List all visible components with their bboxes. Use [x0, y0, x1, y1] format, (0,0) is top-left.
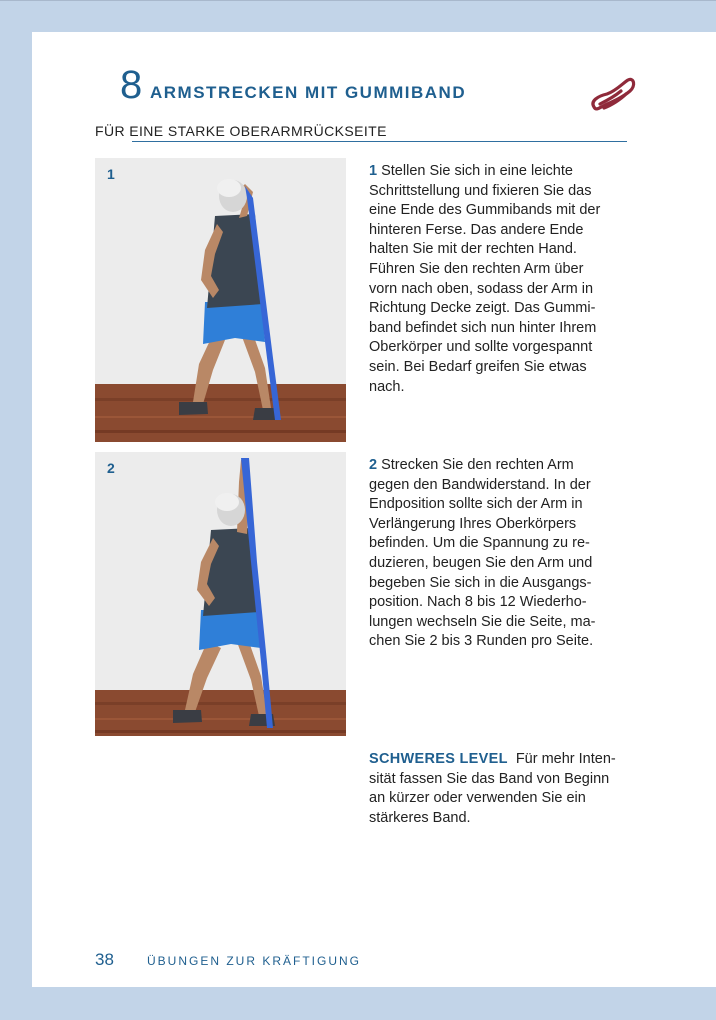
resistance-band-icon — [588, 74, 636, 116]
step-1-line: Richtung Decke zeigt. Das Gummi- — [369, 300, 596, 317]
document-page — [32, 32, 716, 987]
header-rule — [132, 141, 627, 142]
step-2-line: befinden. Um die Spannung zu re- — [369, 535, 590, 552]
step-2-line: duzieren, beugen Sie den Arm und — [369, 554, 593, 571]
step-1-line: sein. Bei Bedarf greifen Sie etwas — [369, 358, 587, 375]
chapter-header — [82, 63, 577, 107]
step-1-line: nach. — [369, 378, 405, 395]
level-line: sität fassen Sie das Band von Beginn — [369, 770, 610, 787]
chapter-number: 8 — [120, 63, 143, 107]
page-number: 38 — [95, 950, 114, 969]
difficulty-level-text — [369, 750, 629, 828]
step-1-line: Schrittstellung und fixieren Sie das — [369, 182, 592, 199]
exercise-illustration-end — [95, 452, 346, 736]
step-1-line: eine Ende des Gummibands mit der — [369, 202, 601, 219]
step-1-line: Führen Sie den rechten Arm über — [369, 260, 584, 277]
step-2-number: 2 — [369, 457, 378, 473]
step-2-line: gegen den Bandwiderstand. In der — [369, 476, 591, 493]
step-2-line: Verlängerung Ihres Oberkörpers — [369, 515, 577, 532]
step-2-line-0-text: Strecken Sie den rechten Arm — [381, 457, 574, 473]
step-1-line-0 — [369, 162, 629, 182]
step-2-line: chen Sie 2 bis 3 Runden pro Seite. — [369, 633, 594, 650]
frame-edge — [0, 0, 716, 1]
step-1-line: vorn nach oben, sodass der Arm in — [369, 280, 594, 297]
step-1-text — [369, 162, 629, 397]
level-line-0 — [369, 750, 629, 770]
level-line: stärkeres Band. — [369, 809, 471, 826]
exercise-illustration-start — [95, 158, 346, 442]
chapter-title: ARMSTRECKEN MIT GUMMIBAND — [150, 83, 467, 102]
exercise-photo-1 — [95, 158, 346, 442]
step-1-line: band befindet sich nun hinter Ihrem — [369, 319, 597, 336]
photo-number-1: 1 — [107, 166, 115, 182]
step-2-text — [369, 456, 629, 652]
step-1-number: 1 — [369, 163, 378, 179]
exercise-photo-2 — [95, 452, 346, 736]
step-1-line-0-text: Stellen Sie sich in eine leichte — [381, 163, 573, 179]
step-2-line-0 — [369, 456, 629, 476]
step-1-line: Oberkörper und sollte vorgespannt — [369, 339, 593, 356]
photo-number-2: 2 — [107, 460, 115, 476]
footer-section-title: ÜBUNGEN ZUR KRÄFTIGUNG — [147, 954, 362, 968]
level-line-0-text: Für mehr Inten- — [515, 751, 616, 767]
step-1-line: hinteren Ferse. Das andere Ende — [369, 221, 584, 238]
level-line: an kürzer oder verwenden Sie ein — [369, 790, 586, 807]
page-subtitle: FÜR EINE STARKE OBERARMRÜCKSEITE — [95, 123, 387, 139]
step-1-line: halten Sie mit der rechten Hand. — [369, 241, 577, 258]
step-2-line: lungen wechseln Sie die Seite, ma- — [369, 613, 596, 630]
step-2-line: position. Nach 8 bis 12 Wiederho- — [369, 594, 587, 611]
level-label: SCHWERES LEVEL — [369, 751, 508, 767]
step-2-line: begeben Sie sich in die Ausgangs- — [369, 574, 592, 591]
step-2-line: Endposition sollte sich der Arm in — [369, 496, 583, 513]
